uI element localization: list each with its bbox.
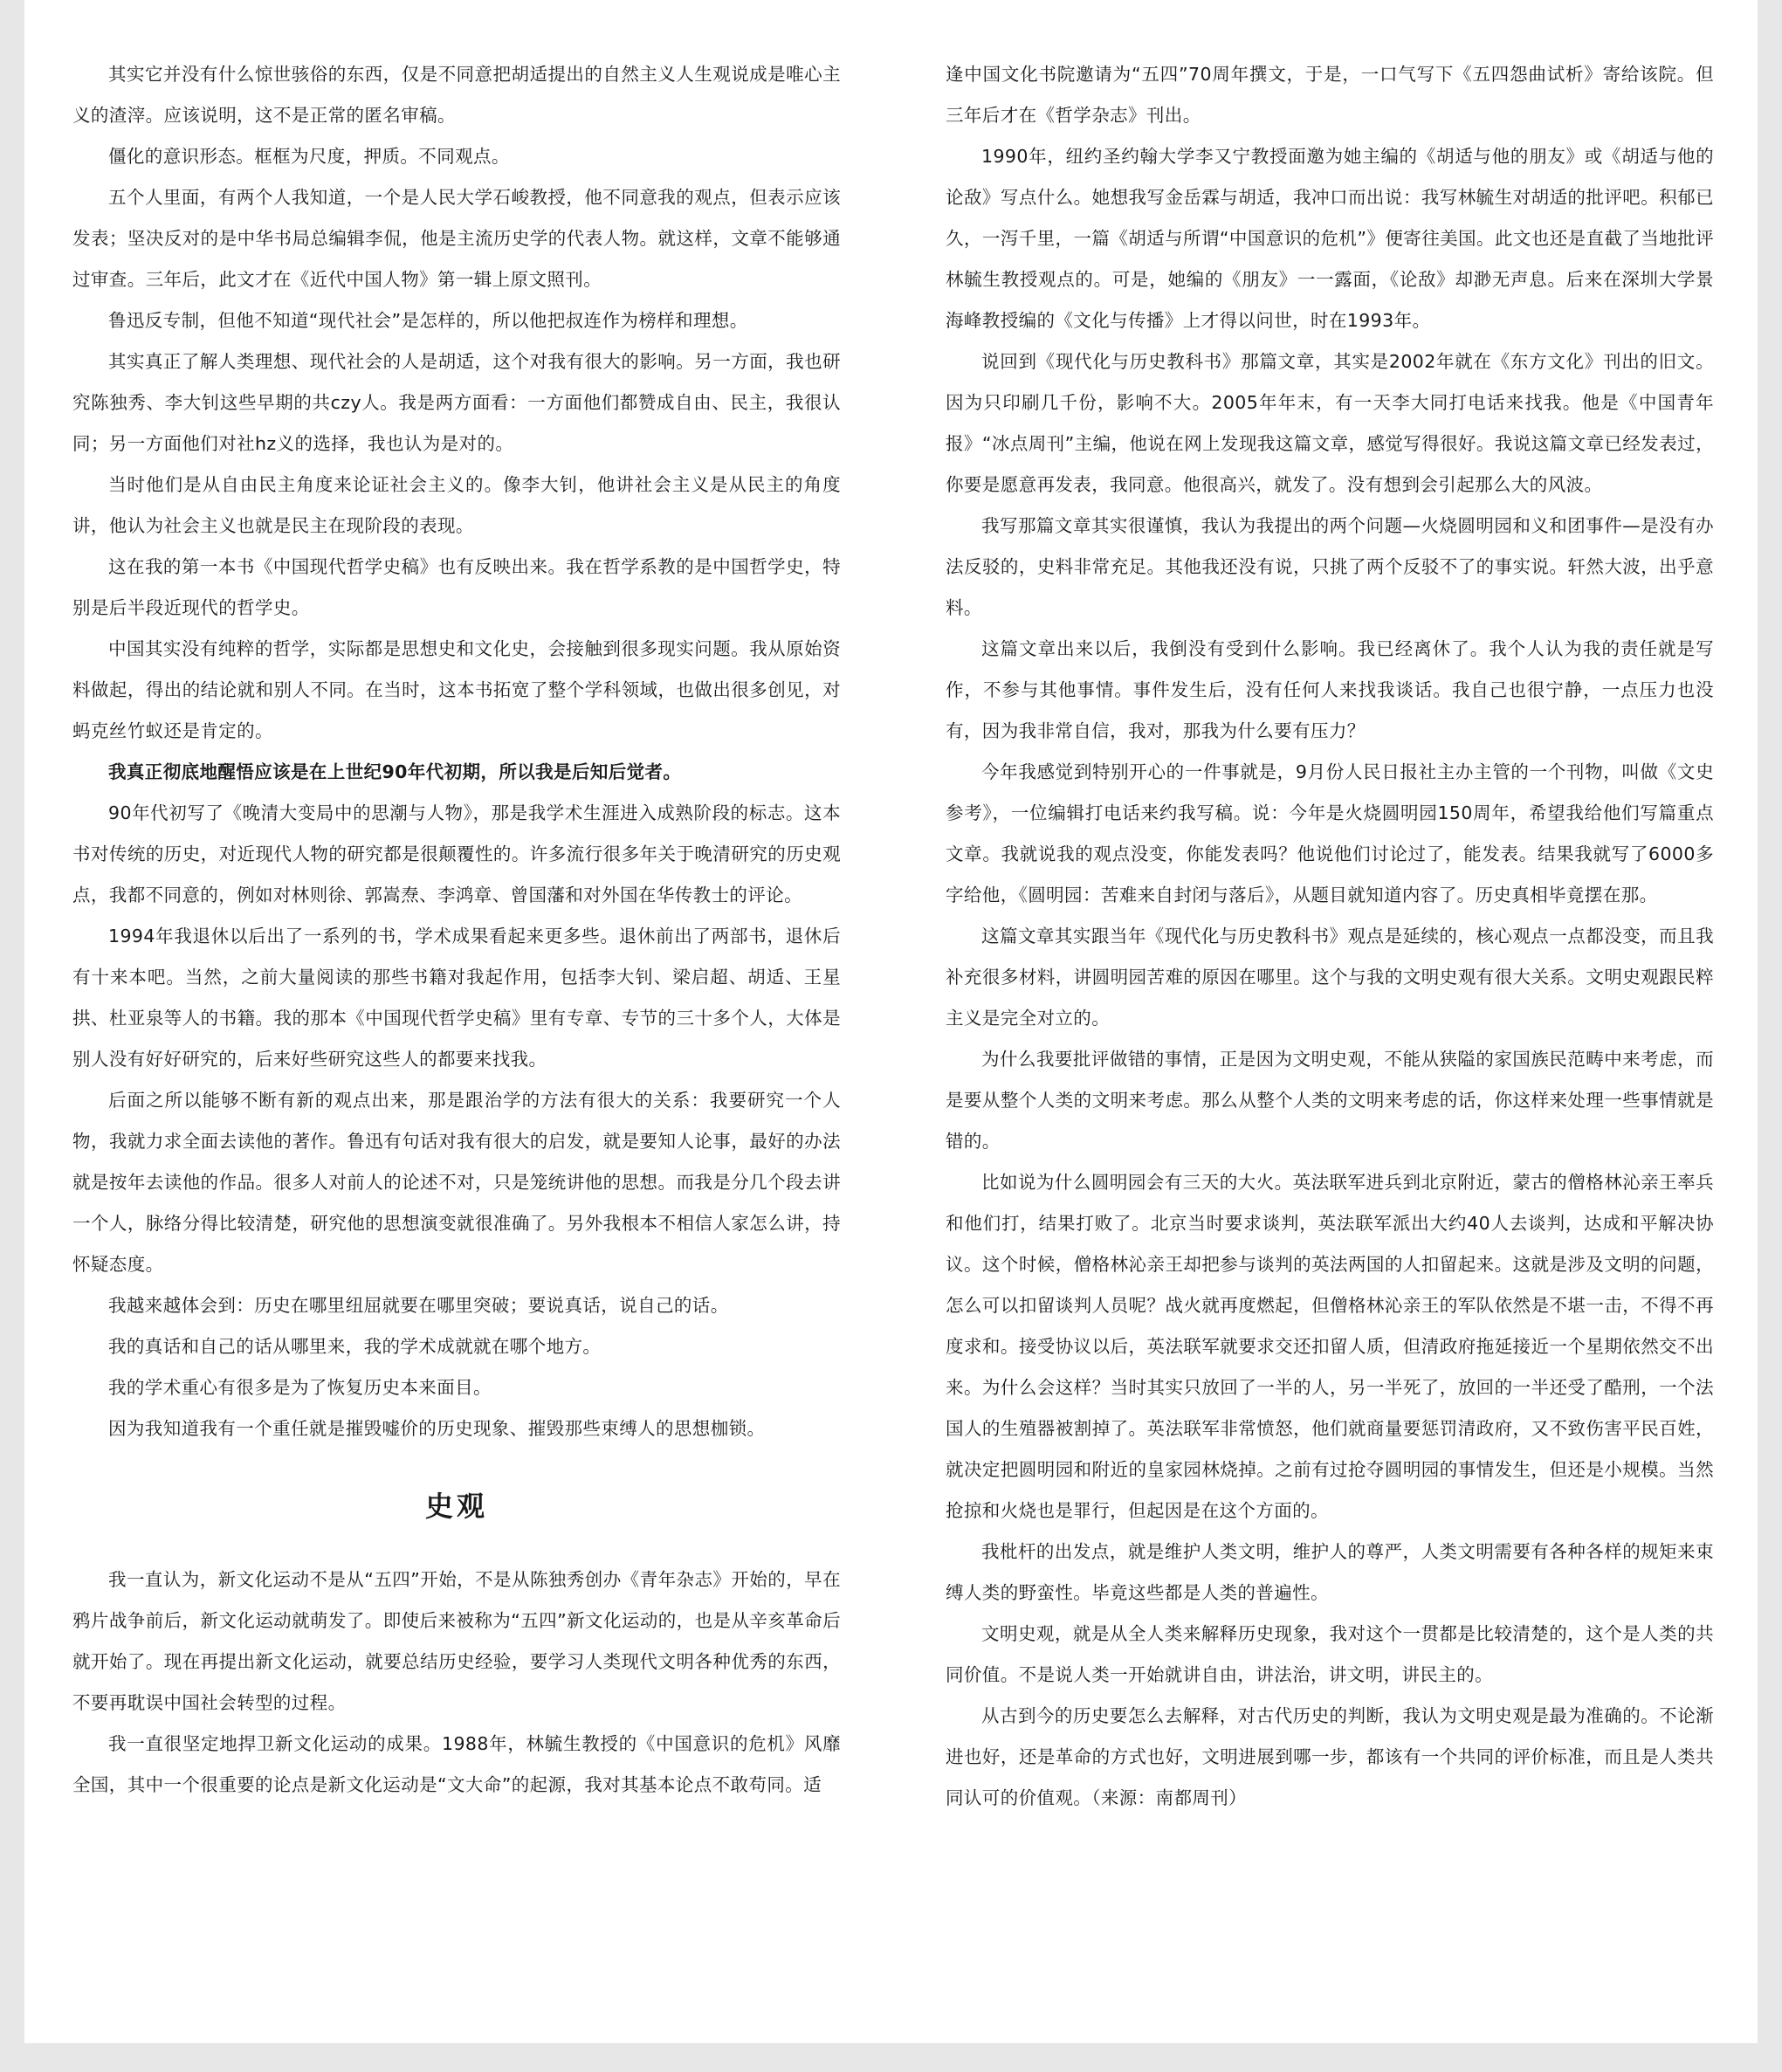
paragraph: 我一直很坚定地捍卫新文化运动的成果。1988年，林毓生教授的《中国意识的危机》风靡全国，其中一个很重要的论点是新文化运动是“文大命”的起源，我对其基本论点不敢苟同。适 xyxy=(72,1733,841,1795)
document-page xyxy=(24,0,1758,2043)
paragraph: 这在我的第一本书《中国现代哲学史稿》也有反映出来。我在哲学系教的是中国哲学史，特别是后半段近现代的哲学史。 xyxy=(72,556,841,618)
paragraph: 为什么我要批评做错的事情，正是因为文明史观，不能从狭隘的家国族民范畴中来考虑，而是要从整个人类的文明来考虑。那么从整个人类的文明来考虑的话，你这样来处理一些事情就是错的。 xyxy=(946,1049,1714,1152)
bold-paragraph: 我真正彻底地醒悟应该是在上世纪90年代初期，所以我是后知后觉者。 xyxy=(108,761,682,782)
paragraph: 我枇杆的出发点，就是维护人类文明，维护人的尊严，人类文明需要有各种各样的规矩来束缚人类的野蛮性。毕竟这些都是人类的普遍性。 xyxy=(946,1541,1714,1603)
paragraph: 我写那篇文章其实很谨慎，我认为我提出的两个问题—火烧圆明园和义和团事件—是没有办法反驳的，史料非常充足。其他我还没有说，只挑了两个反驳不了的事实说。轩然大波，出乎意料。 xyxy=(946,515,1714,618)
left-column xyxy=(72,54,841,1806)
paragraph: 从古到今的历史要怎么去解释，对古代历史的判断，我认为文明史观是最为准确的。不论渐进也好，还是革命的方式也好，文明进展到哪一步，都该有一个共同的评价标准，而且是人类共同认可的价值观。（来源：南都周刊） xyxy=(946,1705,1714,1808)
paragraph: 我一直认为，新文化运动不是从“五四”开始，不是从陈独秀创办《青年杂志》开始的，早在鸦片战争前后，新文化运动就萌发了。即使后来被称为“五四”新文化运动的，也是从辛亥革命后就开始了。现在再提出新文化运动，就要总结历史经验，要学习人类现代文明各种优秀的东西，不要再耽误中国社会转型的过程。 xyxy=(72,1569,841,1713)
paragraph: 1990年，纽约圣约翰大学李又宁教授面邀为她主编的《胡适与他的朋友》或《胡适与他的论敌》写点什么。她想我写金岳霖与胡适，我冲口而出说：我写林毓生对胡适的批评吧。积郁已久，一泻千里，一篇《胡适与所谓“中国意识的危机”》便寄往美国。此文也还是直截了当地批评林毓生教授观点的。可是，她编的《朋友》一一露面，《论敌》却渺无声息。后来在深圳大学景海峰教授编的《文化与传播》上才得以问世，时在1993年。 xyxy=(946,146,1714,331)
paragraph: 我的学术重心有很多是为了恢复历史本来面目。 xyxy=(108,1377,492,1398)
paragraph: 僵化的意识形态。框框为尺度，押质。不同观点。 xyxy=(108,146,510,167)
paragraph: 其实它并没有什么惊世骇俗的东西，仅是不同意把胡适提出的自然主义人生观说成是唯心主义的渣滓。应该说明，这不是正常的匿名审稿。 xyxy=(72,64,841,126)
paragraph: 五个人里面，有两个人我知道，一个是人民大学石峻教授，他不同意我的观点，但表示应该发表；坚决反对的是中华书局总编辑李侃，他是主流历史学的代表人物。就这样，文章不能够通过审查。三年后，此文才在《近代中国人物》第一辑上原文照刊。 xyxy=(72,187,841,290)
paragraph: 今年我感觉到特别开心的一件事就是，9月份人民日报社主办主管的一个刊物，叫做《文史参考》，一位编辑打电话来约我写稿。说：今年是火烧圆明园150周年，希望我给他们写篇重点文章。我就说我的观点没变，你能发表吗？他说他们讨论过了，能发表。结果我就写了6000多字给他，《圆明园：苦难来自封闭与落后》，从题目就知道内容了。历史真相毕竟摆在那。 xyxy=(946,761,1714,905)
paragraph: 我的真话和自己的话从哪里来，我的学术成就就在哪个地方。 xyxy=(108,1336,602,1357)
paragraph: 这篇文章出来以后，我倒没有受到什么影响。我已经离休了。我个人认为我的责任就是写作，不参与其他事情。事件发生后，没有任何人来找我谈话。我自己也很宁静，一点压力也没有，因为我非常自信，我对，那我为什么要有压力？ xyxy=(946,638,1714,741)
paragraph: 这篇文章其实跟当年《现代化与历史教科书》观点是延续的，核心观点一点都没变，而且我补充很多材料，讲圆明园苦难的原因在哪里。这个与我的文明史观有很大关系。文明史观跟民粹主义是完全对立的。 xyxy=(946,926,1714,1029)
paragraph: 因为我知道我有一个重任就是摧毁嘘价的历史现象、摧毁那些束缚人的思想枷锁。 xyxy=(108,1418,766,1439)
paragraph: 逢中国文化书院邀请为“五四”70周年撰文，于是，一口气写下《五四怨曲试析》寄给该院。但三年后才在《哲学杂志》刊出。 xyxy=(946,64,1714,126)
section-title: 史观 xyxy=(424,1490,488,1523)
paragraph: 鲁迅反专制，但他不知道“现代社会”是怎样的，所以他把叔连作为榜样和理想。 xyxy=(108,310,748,331)
paragraph: 当时他们是从自由民主角度来论证社会主义的。像李大钊，他讲社会主义是从民主的角度讲，他认为社会主义也就是民主在现阶段的表现。 xyxy=(72,474,841,536)
paragraph: 90年代初写了《晚清大变局中的思潮与人物》，那是我学术生涯进入成熟阶段的标志。这本书对传统的历史，对近现代人物的研究都是很颠覆性的。许多流行很多年关于晚清研究的历史观点，我都不同意的，例如对林则徐、郭嵩焘、李鸿章、曾国藩和对外国在华传教士的评论。 xyxy=(72,802,841,905)
paragraph: 中国其实没有纯粹的哲学，实际都是思想史和文化史，会接触到很多现实问题。我从原始资料做起，得出的结论就和别人不同。在当时，这本书拓宽了整个学科领域，也做出很多创见，对蚂克丝竹蚁还是肯定的。 xyxy=(72,638,841,741)
paragraph: 后面之所以能够不断有新的观点出来，那是跟治学的方法有很大的关系：我要研究一个人物，我就力求全面去读他的著作。鲁迅有句话对我有很大的启发，就是要知人论事，最好的办法就是按年去读他的作品。很多人对前人的论述不对，只是笼统讲他的思想。而我是分几个段去讲一个人，脉络分得比较清楚，研究他的思想演变就很准确了。另外我根本不相信人家怎么讲，持怀疑态度。 xyxy=(72,1090,841,1275)
right-column xyxy=(946,54,1714,1819)
paragraph: 说回到《现代化与历史教科书》那篇文章，其实是2002年就在《东方文化》刊出的旧文。因为只印刷几千份，影响不大。2005年年末，有一天李大同打电话来找我。他是《中国青年报》“冰点周刊”主编，他说在网上发现我这篇文章，感觉写得很好。我说这篇文章已经发表过，你要是愿意再发表，我同意。他很高兴，就发了。没有想到会引起那么大的风波。 xyxy=(946,351,1714,495)
paragraph: 1994年我退休以后出了一系列的书，学术成果看起来更多些。退休前出了两部书，退休后有十来本吧。当然，之前大量阅读的那些书籍对我起作用，包括李大钊、梁启超、胡适、王星拱、杜亚泉等人的书籍。我的那本《中国现代哲学史稿》里有专章、专节的三十多个人，大体是别人没有好好研究的，后来好些研究这些人的都要来找我。 xyxy=(72,926,841,1070)
paragraph: 其实真正了解人类理想、现代社会的人是胡适，这个对我有很大的影响。另一方面，我也研究陈独秀、李大钊这些早期的共czy人。我是两方面看：一方面他们都赞成自由、民主，我很认同；另一方面他们对社hz义的选择，我也认为是对的。 xyxy=(72,351,841,454)
paragraph: 我越来越体会到：历史在哪里纽屈就要在哪里突破；要说真话，说自己的话。 xyxy=(108,1295,729,1316)
paragraph: 比如说为什么圆明园会有三天的大火。英法联军进兵到北京附近，蒙古的僧格林沁亲王率兵和他们打，结果打败了。北京当时要求谈判，英法联军派出大约40人去谈判，达成和平解决协议。这个时候，僧格林沁亲王却把参与谈判的英法两国的人扣留起来。这就是涉及文明的问题，怎么可以扣留谈判人员呢？战火就再度燃起，但僧格林沁亲王的军队依然是不堪一击，不得不再度求和。接受协议以后，英法联军就要求交还扣留人质，但清政府拖延接近一个星期依然交不出来。为什么会这样？当时其实只放回了一半的人，另一半死了，放回的一半还受了酷刑，一个法国人的生殖器被割掉了。英法联军非常愤怒，他们就商量要惩罚清政府，又不致伤害平民百姓，就决定把圆明园和附近的皇家园林烧掉。之前有过抢夺圆明园的事情发生，但还是小规模。当然抢掠和火烧也是罪行，但起因是在这个方面的。 xyxy=(946,1172,1714,1521)
paragraph: 文明史观，就是从全人类来解释历史现象，我对这个一贯都是比较清楚的，这个是人类的共同价值。不是说人类一开始就讲自由，讲法治，讲文明，讲民主的。 xyxy=(946,1623,1714,1685)
